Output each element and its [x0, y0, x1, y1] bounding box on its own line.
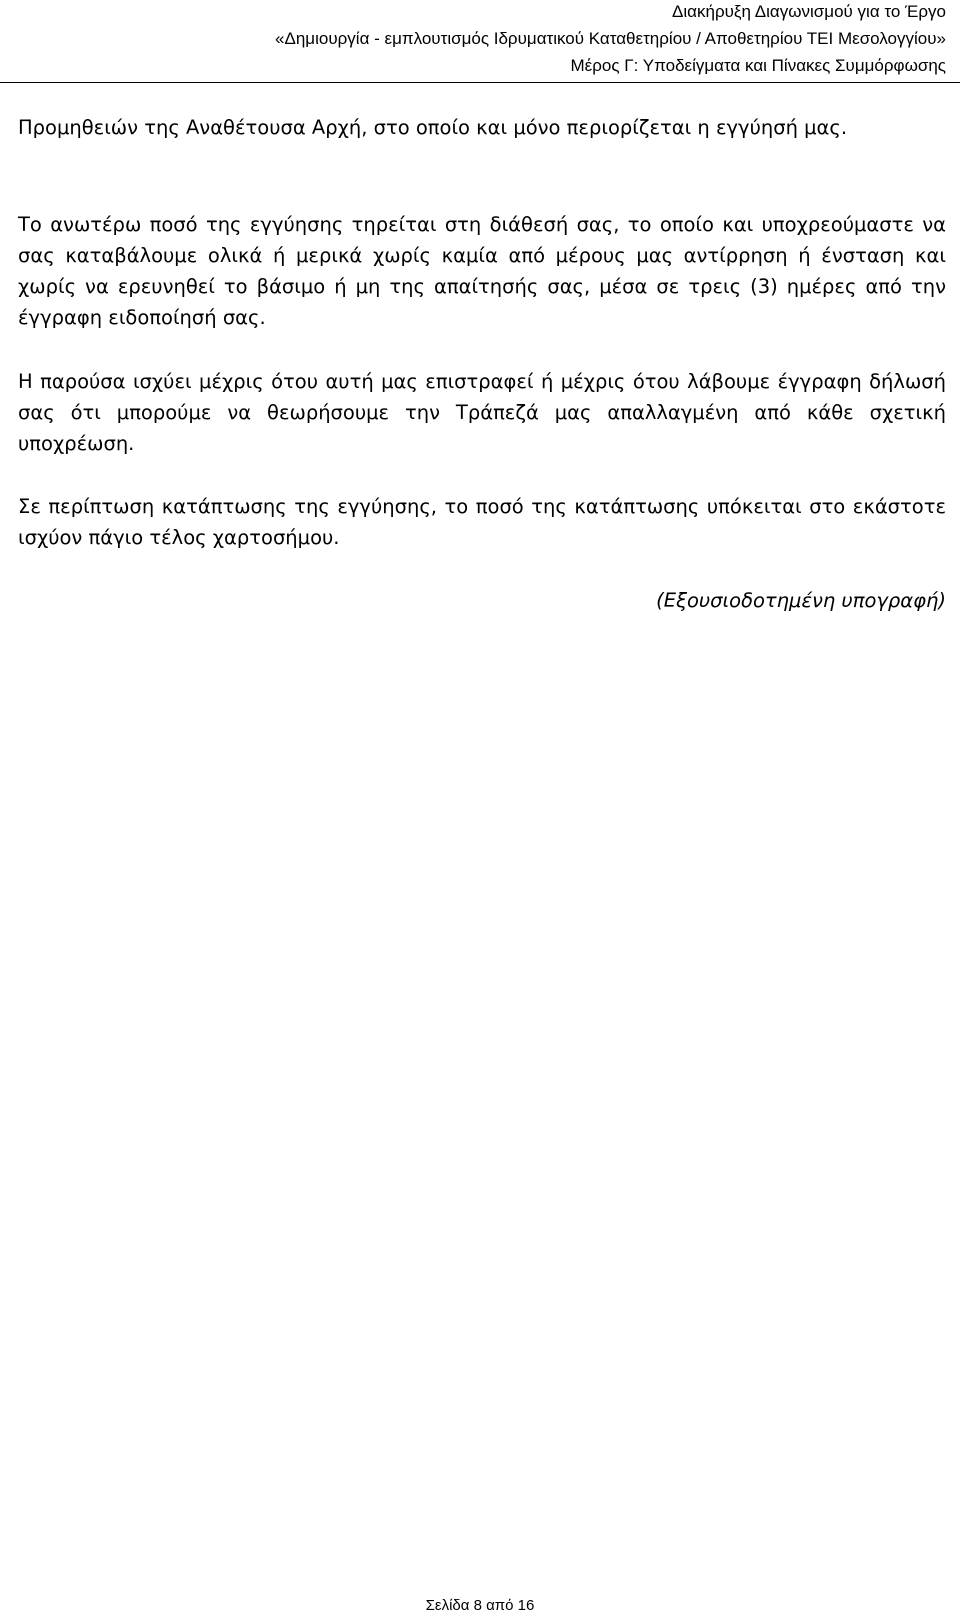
header-section-line: Μέρος Γ: Υποδείγματα και Πίνακες Συμμόρφωσης	[570, 56, 946, 75]
paragraph-validity: Η παρούσα ισχύει μέχρις ότου αυτή μας επιστραφεί ή μέχρις ότου λάβουμε έγγραφη δήλωσή σας ότι μπορούμε να θεωρήσουμε την Τράπεζά μας απαλλαγμένη από κάθε σχετική υποχρέωση.	[18, 370, 946, 455]
header-project-line: «Δημιουργία - εμπλουτισμός Ιδρυματικού Καταθετηρίου / Αποθετηρίου ΤΕΙ Μεσολογγίου»	[275, 29, 946, 48]
paragraph-continuation: Προμηθειών της Αναθέτουσα Αρχή, στο οποίο και μόνο περιορίζεται η εγγύησή μας.	[18, 116, 848, 139]
paragraph-guarantee-amount: Το ανωτέρω ποσό της εγγύησης τηρείται στη διάθεσή σας, το οποίο και υποχρεούμαστε να σας καταβάλουμε ολικά ή μερικά χωρίς καμία από μέρους μας αντίρρηση ή ένσταση και χωρίς να ερευνηθεί το βάσιμο ή μη της απαίτησής σας, μέσα σε τρεις (3) ημέρες από την έγγραφη ειδοποίησή σας.	[18, 213, 946, 329]
header-title-line: Διακήρυξη Διαγωνισμού για το Έργο	[672, 2, 946, 21]
paragraph-forfeiture: Σε περίπτωση κατάπτωσης της εγγύησης, το ποσό της κατάπτωσης υπόκειται στο εκάστοτε ισχύον πάγιο τέλος χαρτοσήμου.	[18, 495, 946, 549]
authorized-signature: (Εξουσιοδοτημένη υπογραφή)	[656, 589, 946, 612]
page-header	[0, 0, 960, 83]
page-number: Σελίδα 8 από 16	[425, 1597, 535, 1614]
